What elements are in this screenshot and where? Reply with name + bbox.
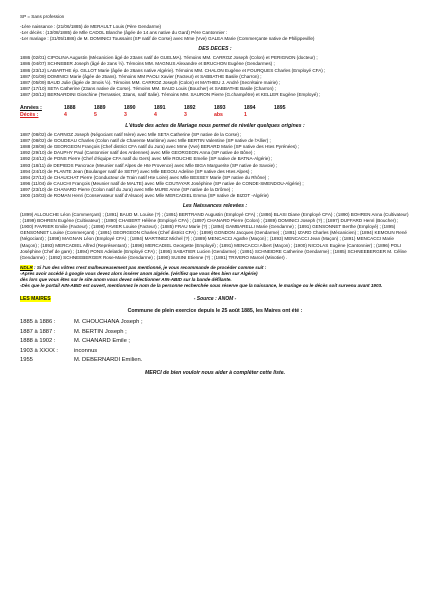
maire-name: inconnus <box>74 347 98 354</box>
deces-count-label: Décès : <box>20 112 39 119</box>
document-page <box>20 14 410 376</box>
ndlr-step: dès lors que vous êtes sur le site anom vous devez sélectionner AIN-ABID sur la bande défilante. <box>20 277 232 282</box>
year-cell: 1889 <box>94 105 106 112</box>
maire-years: 1887 à 1887 : <box>20 328 56 335</box>
maire-name: M. CHANARD Emile ; <box>74 338 131 345</box>
deces-count-cell: 4 <box>64 112 67 119</box>
mariage-entry: 1893 (18/11) de DEPIEDS Pancrace (Meunier natif Alpes de Hte Provence) avec Mlle BIGA Marguerite (SP native de Savoie) ; <box>20 162 278 168</box>
ndlr-label: NDLR <box>20 264 33 270</box>
deces-count-cell: 1 <box>244 112 247 119</box>
maire-item <box>20 318 410 328</box>
maires-label: LES MAIRES <box>20 296 51 303</box>
deces-count-cell: 5 <box>94 112 97 119</box>
naissances-heading: Les Naissances relevées : <box>182 203 248 210</box>
deces-count-cell: 3 <box>184 112 187 119</box>
deces-count-row <box>20 112 410 119</box>
deces-entry: 1886 (23/12) LABARTHE ép. GILLOT Marie (âgée de 26ans native Algérie). Témoins MM. CHALON Eugène et FOURQUES Charles (Employé CFA) ; <box>20 67 326 73</box>
maire-item <box>20 328 410 338</box>
deces-heading: DES DECES : <box>198 46 232 53</box>
year-cell: 1893 <box>214 105 226 112</box>
maire-years: 1955 <box>20 357 33 364</box>
years-row <box>20 105 410 112</box>
maires-list <box>20 318 410 366</box>
maire-name: M. BERTIN Joseph ; <box>74 328 127 335</box>
mariage-entry: 1900 (10/03) de ROMAN Henri (Conservateur natif d'Alsace) avec Mlle MERCADIEL Emma (SP native de BIZOT -Algérie) <box>20 192 269 198</box>
deces-count-cell: 3 <box>124 112 127 119</box>
maire-years: 1903 à XXXX : <box>20 347 59 354</box>
naissances-text: (1899) ALLOUCHE Léon (Commerçant) ; (1891) BAUD M. Louise (?) ; (1891) BERTRAND Augustin (Employé CFA) ; (1886) BLASI Diane (Employé CFA) ; (1890) BOHREN Anna (Cultivateur) ; (1899) BOHREN Eugène (Cultivateur) ; (1890) CHABERT Hélène (Employé CFA) ; (1897) CHANARD Pierre (Colon) ; (1889) DOMINICI Joseph (?) ; (1897) DUFFARD Henri (Boucher) ; (1900) FAVRIER Emilie (Facteur) ; (1898) FAVIER Louise (Facteur) ; (1885) FRAU Marie (?) ; (1894) GAMBARELLI Marie (Gendarme) ; (1891) GENSONNET Berthe (Employé) ; (1895) GENSONNET Louise (Commerçant) ; (1891) GEORGEON Charles (Chef district CFA) ; (1899) GONDON Jacques (Gendarme) ; (1891) IZARD Charles (Mécanicien) ; (1894) KEMOUN René (Négociant) ; (1898) MAGNAN Léon (Employé CFA) ; (1894) MARTINEZ Michel (?) ; (1889) MENCACCI Agathe (Maçon) ; (1893) MENCACCI Jean (Maçon) ; (1891) MENCACCI Marie (Maçon) ; (1893) MERCADIEL Alfred (Représentant) ; (1896) MERCADIEL Georgette (Employé) ; (1891) MENCACCI Albert (Maçon) ; (1900) NICOLAS Eugène (Cantonnier) ; (1896) POLI Joséphine (Chef de gare) ; (1894) PONS Adelaïde (Employé CFA) ; (1895) SABATIER Lucien (Gendarme) ; (1891) SCHNEIDRE Catherine (Gendarme) ; (1885) SCHNEEBERGER M. Céline (Gendarme) ; (1892) SCHNEEBERGER Rose-Marie (Gendarme) ; (1890) SUSINI Etienne (?) ; (1891) TRIVERO Marcel (Minotier) . <box>20 212 409 260</box>
year-cell: 1894 <box>244 105 256 112</box>
maires-header <box>20 296 410 304</box>
deces-entry: 1887 (01/09) DOMINICI Marie (âgée de 25ans). Témoins MM PAOLI Xavier (Facteur) et SABBATHE Basile (Charron) ; <box>20 73 262 79</box>
first-birth: -1ère naissance : (21/06/1885) de MERAULT Louis (Père Gendarme) <box>20 24 162 30</box>
closing-note: MERCI de bien vouloir nous aider à compléter cette liste. <box>144 369 286 376</box>
maire-years: 1885 à 1886 : <box>20 319 56 326</box>
years-label: Années : <box>20 105 42 112</box>
year-cell: 1892 <box>184 105 196 112</box>
mariage-entry: 1894 (27/12) de CHAUCHAT Pierre (Conducteur de Train natif Hte Loire) avec Mlle BESSEY Marie (SP native du Rhône) ; <box>20 174 269 180</box>
year-cell: 1891 <box>154 105 166 112</box>
year-cell: 1895 <box>274 105 286 112</box>
first-marriage: -1er mariage : (31/05/1886) de M. DOMINICI Toussaint (SP natif de Corse) avec Mme (Vve) GALEA Marie (Commerçante native de Philippeville) <box>20 36 315 42</box>
first-events <box>20 24 410 42</box>
deces-entry: 1887 (30/12) BERNARDINI Gioschine (Terrassier, 33ans, natif Italie). Témoins MM. SAURON Pierre (G.champêtre) et KELLER Eugène (Employé) ; <box>20 91 321 97</box>
mariage-entry: 1892 (29/10) de DAUPHY Paul (Cantonnier natif des Ardennes) avec Mlle GEORGEON Anna (SP native de Bône) ; <box>20 150 256 156</box>
maire-name: M. DEBERNARDI Emilien. <box>74 357 143 364</box>
deces-entry: 1887 (17/10) SETA Catherine (23ans native de Corse). Témoins MM. BAUD Louis (Boucher) et SABBATHE Basile (Charron) ; <box>20 85 277 91</box>
deces-count-cell: 4 <box>154 112 157 119</box>
deces-count-cell: abs <box>214 112 223 119</box>
mariage-entry: 1887 (08/02) de CARNOZ Joseph (Négociant natif Isère) avec Mlle SETA Catherine (SP native de la Corse) ; <box>20 132 242 138</box>
mariage-entry: 1887 (08/02) de GOUDEAU Charles (Colon natif de Charente Maritime) avec Mlle BERTIN Valentine (SP native de l'Allier) ; <box>20 138 271 144</box>
maire-item <box>20 356 410 366</box>
mariages-heading: L'étude des actes de Mariage nous permet de révéler quelques origines : <box>125 123 305 130</box>
deces-entry: 1887 (05/09) BAUD Julie (âgée de 3mois ½). Témoins MM. CARROZ Joseph (Colon) et MATHIEU J. André (Secrétaire mairie) ; <box>20 79 281 85</box>
ndlr-step: -Après avoir accédé à google vous devez alors insérer anom algérie. (vérifiez que vous êtes bien sur Algérie) <box>20 270 258 276</box>
mariage-entry: 1894 (24/10) de PLANTE Jean (Boulanger natif de SETIF) avec Mlle BEGOU Adeline (SP native des Htes Alpes) ; <box>20 168 253 174</box>
ndlr-intro: : Si l'un des vôtres n'est malheureusement pas mentionné, je vous recommande de procéder comme suit : <box>32 264 267 270</box>
mariage-entry: 1888 (28/08) de GEORGEON François (Chef district CFA natif du Jura) avec Mme (Vve) BERARD Marie (SP native des Htes Pyrénées) ; <box>20 144 300 150</box>
maire-item <box>20 347 410 357</box>
maires-intro: Commune de plein exercice depuis le 25 août 1885, les Maires ont été : <box>127 308 303 315</box>
maire-name: M. CHOUCHANA Joseph ; <box>74 319 143 326</box>
maire-item <box>20 337 410 347</box>
year-cell: 1888 <box>64 105 76 112</box>
deces-entry: 1886 (02/01) CIPOLINA Augustin (Mécanicien âgé de 23ans natif de GUELMA). Témoins MM. CARROZ Joseph (Colon) et PERIGNON (docteur) ; <box>20 55 318 61</box>
deces-entry: 1886 (04/07) SCHNEBER Joseph (âgé de 2ans ½). Témoins MM. MAGNUS Alexandre et BRUCHON Eugène (Gendarmes) ; <box>20 61 275 67</box>
maire-years: 1888 à 1902 : <box>20 338 56 345</box>
maires-source: - Source : ANOM - <box>193 296 237 303</box>
mariage-entry: 1892 (24/12) de PONS Pierre (Chef d'équipe CFA natif du Gers) avec Mlle ROUCHE Emelie (SP native de BATNA-Algérie) ; <box>20 156 273 162</box>
year-cell: 1890 <box>124 105 136 112</box>
mariage-entry: 1896 (11/04) de CAUCHI François (Meunier natif de MALTE) avec Mlle COUTAYAR Joséphine (SP native de CONDE-SMENDOU-Algérie) ; <box>20 180 304 186</box>
ndlr-step: -Dès que le portail AIN-ABID est ouvert, mentionnez le nom de la personne recherchée sous réserve que la naissance, le mariage ou le décès soit survenu avant 1903. <box>20 283 383 289</box>
mariages-list <box>20 132 410 199</box>
sp-note: SP = Sans profession <box>20 14 65 19</box>
first-death: -1er décès : (13/08/1885) de Mlle CADOL Blanche (âgée de 14 ans native du Gard) Père Cantonnier : <box>20 30 228 36</box>
deces-list <box>20 55 410 98</box>
mariage-entry: 1897 (23/10) de CHANARD Pierre (Colon natif du Jura) avec Mlle MURE Anne (SP native de la Drôme) ; <box>20 186 233 192</box>
